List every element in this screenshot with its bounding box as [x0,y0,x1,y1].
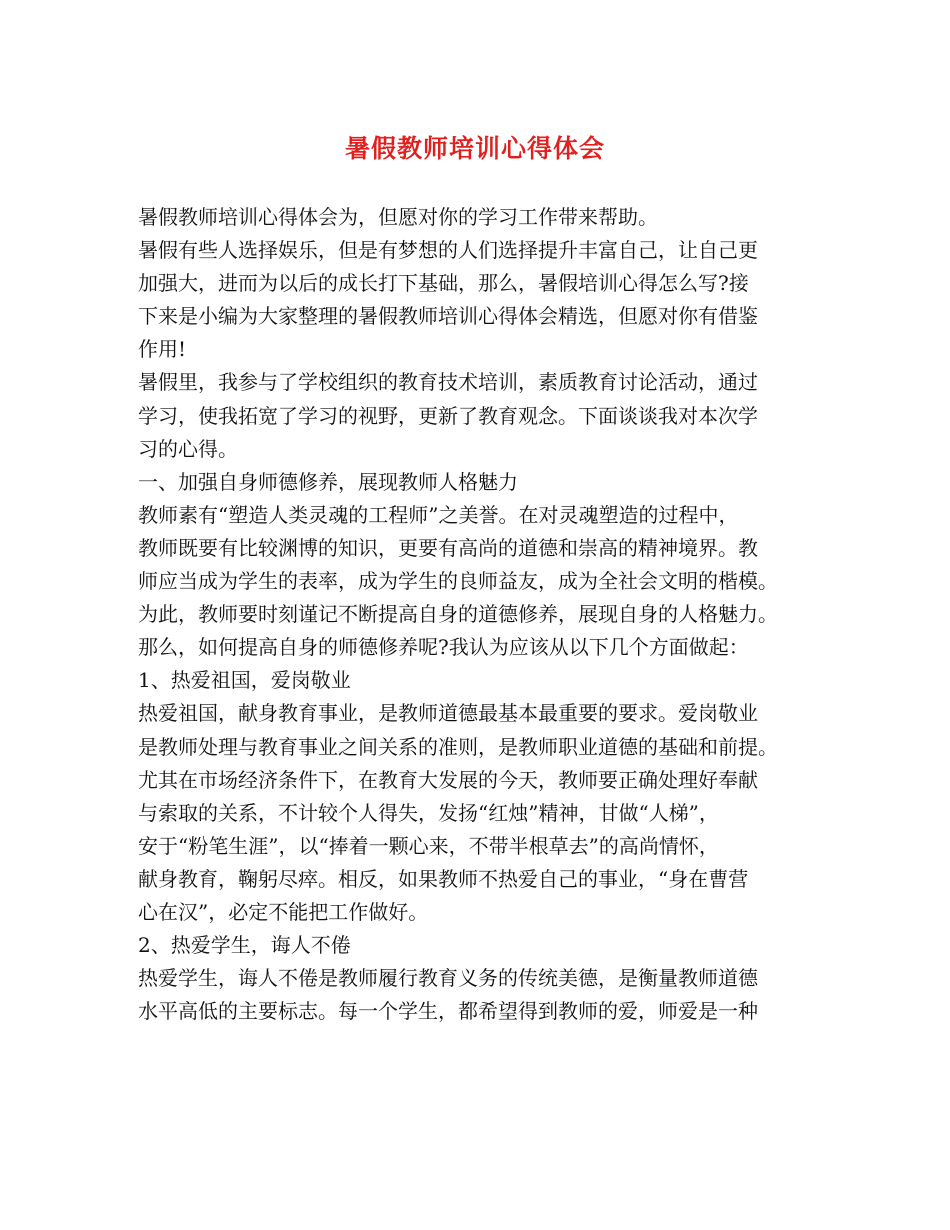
text-line: 作用! [138,337,187,362]
text-line: 教师素有“塑造人类灵魂的工程师”之美誉。在对灵魂塑造的过程中， [138,502,739,527]
document-body [138,201,828,1028]
text-line: 暑假里，我参与了学校组织的教育技术培训，素质教育讨论活动，通过 [138,370,758,395]
text-line: 尤其在市场经济条件下，在教育大发展的今天，教师要正确处理好奉献 [138,767,758,792]
text-line: 师应当成为学生的表率，成为学生的良师益友，成为全社会文明的楷模。 [138,569,778,594]
text-line: 心在汉”，必定不能把工作做好。 [138,899,429,924]
text-line: 2、热爱学生，诲人不倦 [138,933,351,958]
text-line: 与索取的关系，不计较个人得失，发扬“红烛”精神，甘做“人梯”， [138,800,719,825]
text-line: 水平高低的主要标志。每一个学生，都希望得到教师的爱，师爱是一种 [138,999,758,1024]
text-line: 热爱学生，诲人不倦是教师履行教育义务的传统美德，是衡量教师道德 [138,966,758,991]
text-line: 为此，教师要时刻谨记不断提高自身的道德修养，展现自身的人格魅力。 [138,602,778,627]
text-line: 暑假有些人选择娱乐，但是有梦想的人们选择提升丰富自己，让自己更 [138,238,758,263]
text-line: 加强大，进而为以后的成长打下基础，那么，暑假培训心得怎么写?接 [138,271,749,296]
text-line: 1、热爱祖国，爱岗敬业 [138,668,351,693]
text-line: 安于“粉笔生涯”，以“捧着一颗心来，不带半根草去”的高尚情怀， [138,833,719,858]
text-line: 那么，如何提高自身的师德修养呢?我认为应该从以下几个方面做起： [138,635,749,660]
text-line: 热爱祖国，献身教育事业，是教师道德最基本最重要的要求。爱岗敬业 [138,701,758,726]
text-line: 习的心得。 [138,436,238,461]
text-line: 教师既要有比较渊博的知识，更要有高尚的道德和崇高的精神境界。教 [138,535,758,560]
text-line: 一、加强自身师德修养，展现教师人格魅力 [138,469,518,494]
text-line: 学习，使我拓宽了学习的视野，更新了教育观念。下面谈谈我对本次学 [138,403,758,428]
document-title: 暑假教师培训心得体会 [344,134,605,163]
text-line: 是教师处理与教育事业之间关系的准则，是教师职业道德的基础和前提。 [138,734,778,759]
text-line: 暑假教师培训心得体会为，但愿对你的学习工作带来帮助。 [138,205,658,229]
text-line: 下来是小编为大家整理的暑假教师培训心得体会精选，但愿对你有借鉴 [138,304,758,329]
text-line: 献身教育，鞠躬尽瘁。相反，如果教师不热爱自己的事业，“身在曹营 [138,866,749,891]
